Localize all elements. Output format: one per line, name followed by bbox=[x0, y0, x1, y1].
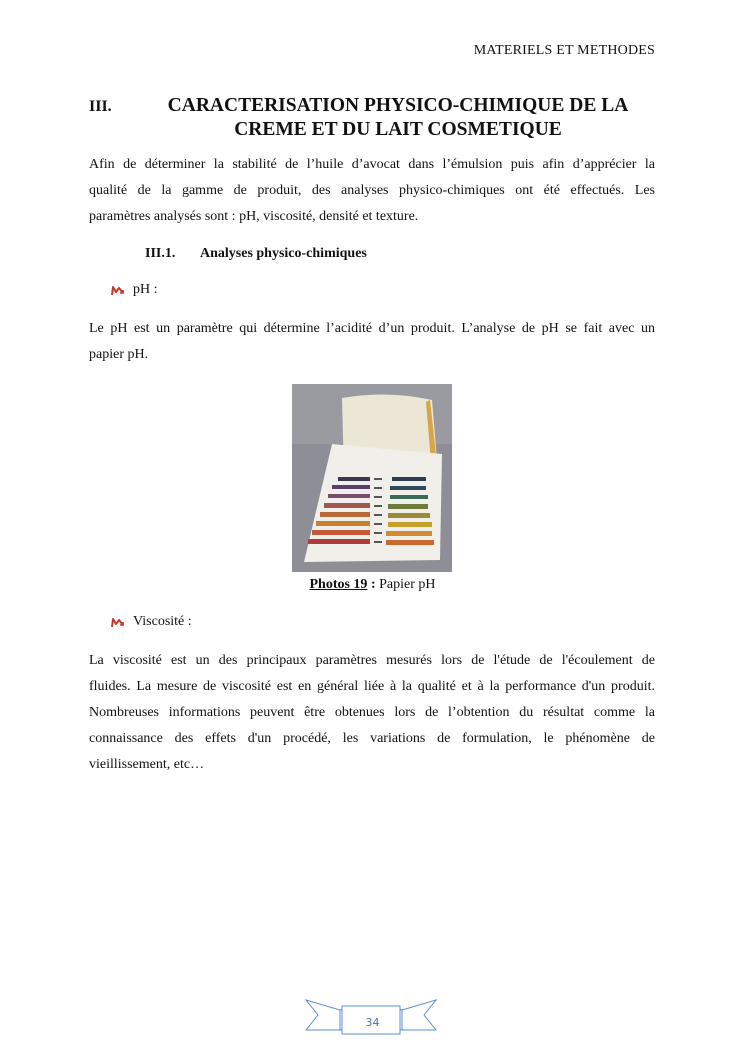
ph-paragraph bbox=[89, 316, 655, 368]
viscosity-paragraph bbox=[89, 648, 655, 778]
intro-line-1: Afin de déterminer la stabilité de l’huile d’avocat dans l’émulsion puis afin d’apprécier la bbox=[89, 157, 655, 172]
section-title bbox=[158, 94, 638, 142]
figure-colon: : bbox=[367, 577, 376, 592]
figure-caption bbox=[0, 577, 745, 593]
section-number: III. bbox=[89, 98, 112, 115]
page-number: 34 bbox=[365, 1016, 380, 1029]
arrow-bullet-icon bbox=[111, 285, 124, 296]
ph-line-2: papier pH. bbox=[89, 347, 149, 362]
subsection-number: III.1. bbox=[145, 246, 176, 261]
viscosity-line-2: fluides. La mesure de viscosité est en général liée à la qualité et à la performance d'un produit. bbox=[89, 679, 655, 694]
subsection-title: Analyses physico-chimiques bbox=[200, 246, 367, 261]
ph-bullet-item bbox=[111, 282, 158, 298]
figure-label: Photos 19 bbox=[309, 577, 368, 592]
ph-line-1: Le pH est un paramètre qui détermine l’acidité d’un produit. L’analyse de pH se fait avec un bbox=[89, 321, 655, 336]
intro-paragraph bbox=[89, 152, 655, 230]
section-title-line-2: CREME ET DU LAIT COSMETIQUE bbox=[234, 119, 562, 140]
viscosity-line-1: La viscosité est un des principaux paramètres mesurés lors de l'étude de l'écoulement de bbox=[89, 653, 655, 668]
viscosity-line-3: Nombreuses informations peuvent être obtenues lors de l’obtention du résultat comme la bbox=[89, 705, 655, 720]
figure-text: Papier pH bbox=[375, 577, 436, 592]
viscosity-line-5: vieillissement, etc… bbox=[89, 757, 205, 772]
viscosity-bullet-label: Viscosité : bbox=[133, 614, 192, 629]
viscosity-line-4: connaissance des effets d'un procédé, les variations de formulation, le phénomène de bbox=[89, 731, 655, 746]
ph-bullet-label: pH : bbox=[133, 282, 158, 297]
intro-line-2: qualité de la gamme de produit, des analyses physico-chimiques ont été effectués. Les bbox=[89, 183, 655, 198]
running-header: MATERIELS ET METHODES bbox=[473, 43, 655, 58]
arrow-bullet-icon bbox=[111, 617, 124, 628]
intro-line-3: paramètres analysés sont : pH, viscosité, densité et texture. bbox=[89, 209, 419, 224]
viscosity-bullet-item bbox=[111, 614, 192, 630]
ph-paper-photo bbox=[292, 384, 452, 572]
section-title-line-1: CARACTERISATION PHYSICO-CHIMIQUE DE LA bbox=[167, 95, 629, 116]
subsection-heading bbox=[145, 246, 367, 262]
